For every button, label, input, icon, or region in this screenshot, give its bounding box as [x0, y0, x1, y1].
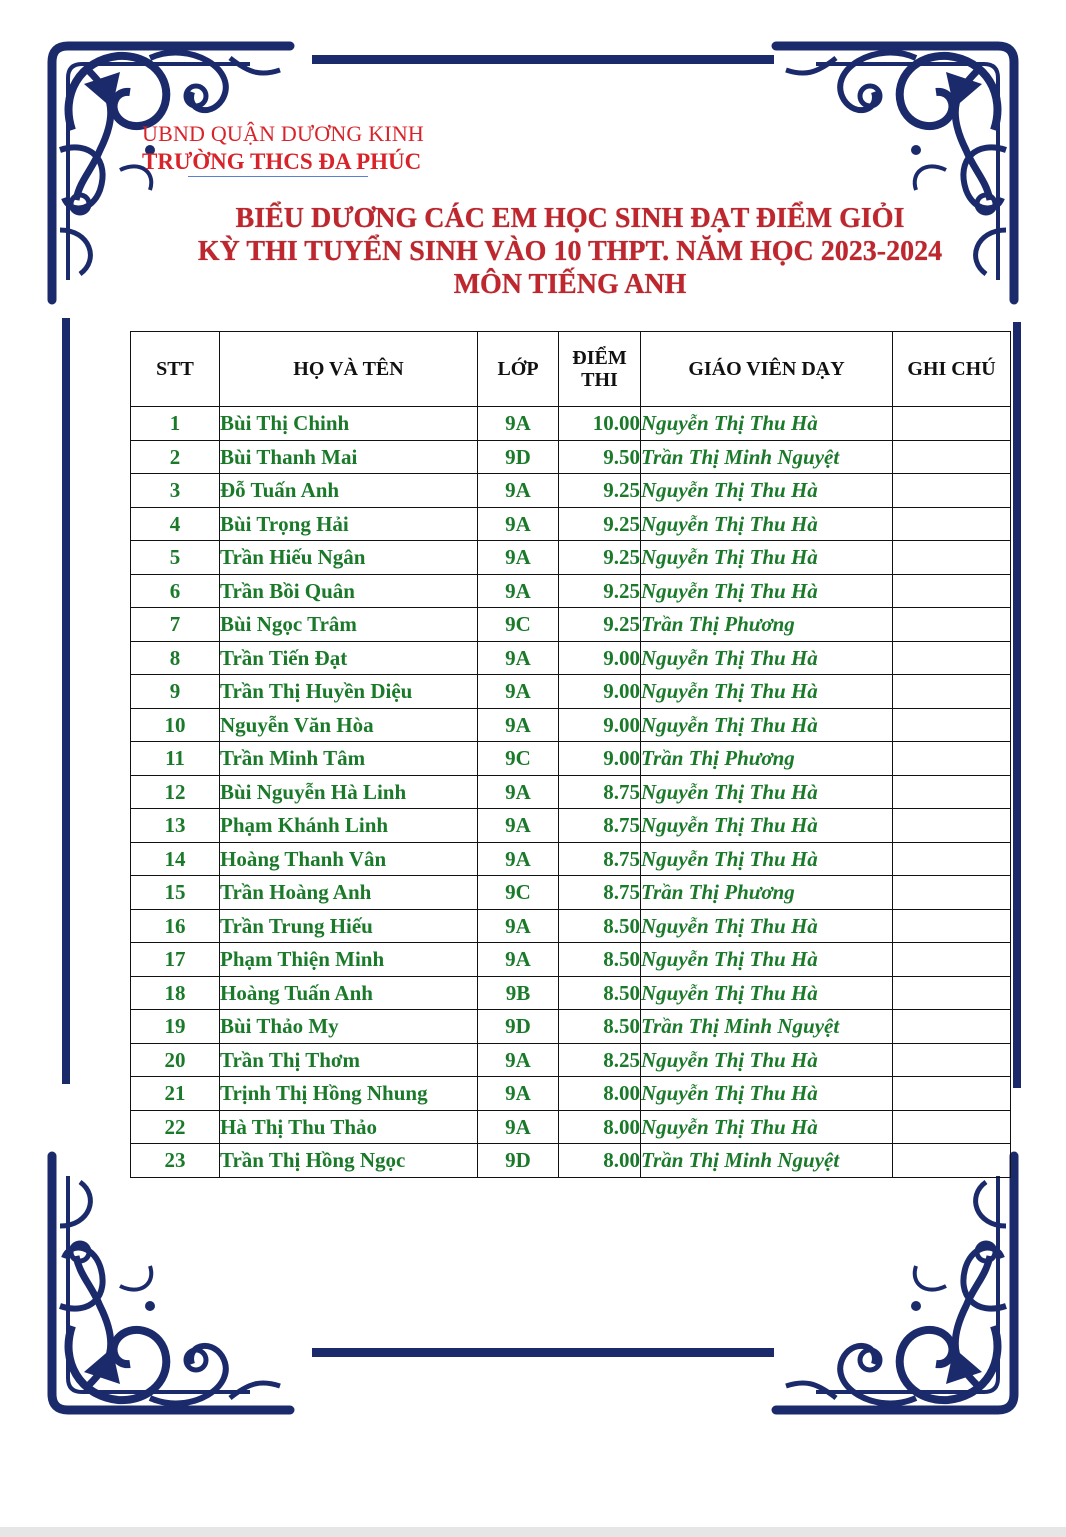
- cell-class: 9A: [478, 809, 559, 843]
- cell-class: 9A: [478, 675, 559, 709]
- cell-note: [893, 1144, 1011, 1178]
- cell-note: [893, 574, 1011, 608]
- cell-class: 9A: [478, 1077, 559, 1111]
- table-row: [131, 809, 1011, 843]
- cell-note: [893, 641, 1011, 675]
- cell-note: [893, 976, 1011, 1010]
- cell-score: 9.25: [559, 507, 641, 541]
- cell-score: 9.00: [559, 641, 641, 675]
- header-teacher: GIÁO VIÊN DẠY: [641, 332, 893, 407]
- table-row: [131, 507, 1011, 541]
- cell-score: 9.25: [559, 608, 641, 642]
- cell-note: [893, 474, 1011, 508]
- table-row: [131, 574, 1011, 608]
- cell-name: Trần Trung Hiếu: [220, 909, 478, 943]
- table-header-row: [131, 332, 1011, 407]
- cell-class: 9A: [478, 775, 559, 809]
- cell-stt: 11: [131, 742, 220, 776]
- title-line-1: BIỂU DƯƠNG CÁC EM HỌC SINH ĐẠT ĐIỂM GIỎI: [235, 203, 905, 234]
- cell-stt: 23: [131, 1144, 220, 1178]
- table-row: [131, 641, 1011, 675]
- cell-score: 8.50: [559, 976, 641, 1010]
- cell-note: [893, 1043, 1011, 1077]
- cell-name: Trần Tiến Đạt: [220, 641, 478, 675]
- cell-score: 9.00: [559, 675, 641, 709]
- header-class: LỚP: [478, 332, 559, 407]
- cell-score: 9.50: [559, 440, 641, 474]
- table-row: [131, 943, 1011, 977]
- cell-name: Phạm Thiện Minh: [220, 943, 478, 977]
- title-line-2: KỲ THI TUYỂN SINH VÀO 10 THPT. NĂM HỌC 2023-2024: [197, 236, 943, 267]
- document-title: [130, 202, 1010, 301]
- cell-teacher: Trần Thị Phương: [641, 876, 893, 910]
- cell-teacher: Nguyễn Thị Thu Hà: [641, 809, 893, 843]
- cell-teacher: Nguyễn Thị Thu Hà: [641, 574, 893, 608]
- cell-score: 8.50: [559, 943, 641, 977]
- cell-teacher: Nguyễn Thị Thu Hà: [641, 1077, 893, 1111]
- cell-score: 8.50: [559, 909, 641, 943]
- cell-score: 8.00: [559, 1110, 641, 1144]
- cell-stt: 16: [131, 909, 220, 943]
- cell-teacher: Nguyễn Thị Thu Hà: [641, 775, 893, 809]
- cell-name: Trần Bồi Quân: [220, 574, 478, 608]
- cell-note: [893, 809, 1011, 843]
- cell-name: Trần Minh Tâm: [220, 742, 478, 776]
- cell-name: Bùi Thảo My: [220, 1010, 478, 1044]
- cell-name: Bùi Thanh Mai: [220, 440, 478, 474]
- cell-name: Trần Thị Hồng Ngọc: [220, 1144, 478, 1178]
- cell-score: 8.75: [559, 842, 641, 876]
- cell-note: [893, 507, 1011, 541]
- cell-note: [893, 1010, 1011, 1044]
- cell-stt: 12: [131, 775, 220, 809]
- cell-note: [893, 943, 1011, 977]
- table-row: [131, 1110, 1011, 1144]
- cell-score: 8.75: [559, 809, 641, 843]
- cell-teacher: Trần Thị Minh Nguyệt: [641, 1144, 893, 1178]
- cell-class: 9A: [478, 708, 559, 742]
- cell-name: Trần Hoàng Anh: [220, 876, 478, 910]
- cell-class: 9A: [478, 842, 559, 876]
- table-row: [131, 675, 1011, 709]
- cell-note: [893, 541, 1011, 575]
- school-name: TRƯỜNG THCS ĐA PHÚC: [142, 149, 422, 174]
- cell-class: 9A: [478, 407, 559, 441]
- cell-name: Đỗ Tuấn Anh: [220, 474, 478, 508]
- cell-class: 9A: [478, 1110, 559, 1144]
- table-row: [131, 474, 1011, 508]
- cell-name: Hoàng Tuấn Anh: [220, 976, 478, 1010]
- table-row: [131, 1043, 1011, 1077]
- cell-class: 9A: [478, 909, 559, 943]
- cell-name: Trần Thị Huyền Diệu: [220, 675, 478, 709]
- table-row: [131, 909, 1011, 943]
- header-underline: [188, 176, 368, 177]
- cell-stt: 14: [131, 842, 220, 876]
- header-score-label: ĐIỂM THI: [572, 347, 627, 391]
- cell-stt: 18: [131, 976, 220, 1010]
- cell-score: 9.25: [559, 541, 641, 575]
- cell-teacher: Nguyễn Thị Thu Hà: [641, 407, 893, 441]
- page-bottom-strip: [0, 1527, 1066, 1537]
- cell-stt: 13: [131, 809, 220, 843]
- header-stt: STT: [131, 332, 220, 407]
- header-note: GHI CHÚ: [893, 332, 1011, 407]
- cell-teacher: Nguyễn Thị Thu Hà: [641, 909, 893, 943]
- cell-name: Trần Hiếu Ngân: [220, 541, 478, 575]
- cell-note: [893, 675, 1011, 709]
- cell-stt: 8: [131, 641, 220, 675]
- cell-stt: 2: [131, 440, 220, 474]
- cell-name: Bùi Nguyễn Hà Linh: [220, 775, 478, 809]
- cell-teacher: Nguyễn Thị Thu Hà: [641, 943, 893, 977]
- cell-name: Hà Thị Thu Thảo: [220, 1110, 478, 1144]
- cell-class: 9C: [478, 608, 559, 642]
- cell-class: 9A: [478, 541, 559, 575]
- cell-stt: 1: [131, 407, 220, 441]
- cell-class: 9D: [478, 1144, 559, 1178]
- cell-stt: 9: [131, 675, 220, 709]
- cell-score: 9.25: [559, 574, 641, 608]
- cell-class: 9A: [478, 507, 559, 541]
- cell-score: 10.00: [559, 407, 641, 441]
- table-row: [131, 842, 1011, 876]
- cell-class: 9A: [478, 943, 559, 977]
- cell-name: Trần Thị Thơm: [220, 1043, 478, 1077]
- cell-teacher: Nguyễn Thị Thu Hà: [641, 541, 893, 575]
- cell-teacher: Trần Thị Minh Nguyệt: [641, 440, 893, 474]
- header-name: HỌ VÀ TÊN: [220, 332, 478, 407]
- cell-score: 8.00: [559, 1077, 641, 1111]
- table-row: [131, 407, 1011, 441]
- cell-note: [893, 1077, 1011, 1111]
- cell-teacher: Nguyễn Thị Thu Hà: [641, 507, 893, 541]
- table-row: [131, 1010, 1011, 1044]
- table-row: [131, 1144, 1011, 1178]
- cell-score: 8.75: [559, 876, 641, 910]
- header-score: [559, 332, 641, 407]
- cell-teacher: Nguyễn Thị Thu Hà: [641, 842, 893, 876]
- cell-stt: 5: [131, 541, 220, 575]
- cell-name: Bùi Ngọc Trâm: [220, 608, 478, 642]
- cell-stt: 21: [131, 1077, 220, 1111]
- table-row: [131, 876, 1011, 910]
- student-score-table: [130, 331, 1011, 1178]
- title-line-3: MÔN TIẾNG ANH: [453, 269, 687, 300]
- table-row: [131, 976, 1011, 1010]
- cell-stt: 10: [131, 708, 220, 742]
- cell-stt: 19: [131, 1010, 220, 1044]
- cell-score: 9.25: [559, 474, 641, 508]
- cell-class: 9B: [478, 976, 559, 1010]
- cell-note: [893, 608, 1011, 642]
- cell-note: [893, 909, 1011, 943]
- cell-name: Nguyễn Văn Hòa: [220, 708, 478, 742]
- cell-stt: 17: [131, 943, 220, 977]
- cell-stt: 15: [131, 876, 220, 910]
- cell-teacher: Nguyễn Thị Thu Hà: [641, 675, 893, 709]
- cell-class: 9D: [478, 440, 559, 474]
- cell-note: [893, 708, 1011, 742]
- cell-stt: 7: [131, 608, 220, 642]
- cell-score: 8.50: [559, 1010, 641, 1044]
- cell-stt: 22: [131, 1110, 220, 1144]
- cell-stt: 20: [131, 1043, 220, 1077]
- cell-class: 9A: [478, 641, 559, 675]
- cell-teacher: Trần Thị Phương: [641, 742, 893, 776]
- cell-name: Trịnh Thị Hồng Nhung: [220, 1077, 478, 1111]
- cell-teacher: Nguyễn Thị Thu Hà: [641, 976, 893, 1010]
- table-row: [131, 1077, 1011, 1111]
- table-row: [131, 440, 1011, 474]
- cell-class: 9D: [478, 1010, 559, 1044]
- cell-stt: 6: [131, 574, 220, 608]
- table-row: [131, 742, 1011, 776]
- cell-class: 9C: [478, 876, 559, 910]
- cell-teacher: Nguyễn Thị Thu Hà: [641, 641, 893, 675]
- cell-note: [893, 876, 1011, 910]
- cell-note: [893, 440, 1011, 474]
- cell-name: Bùi Trọng Hải: [220, 507, 478, 541]
- cell-name: Bùi Thị Chinh: [220, 407, 478, 441]
- district-name: UBND QUẬN DƯƠNG KINH: [142, 121, 424, 146]
- cell-class: 9A: [478, 1043, 559, 1077]
- cell-stt: 3: [131, 474, 220, 508]
- cell-name: Hoàng Thanh Vân: [220, 842, 478, 876]
- cell-score: 8.25: [559, 1043, 641, 1077]
- cell-note: [893, 407, 1011, 441]
- cell-note: [893, 1110, 1011, 1144]
- cell-note: [893, 842, 1011, 876]
- table-row: [131, 775, 1011, 809]
- table-row: [131, 708, 1011, 742]
- cell-teacher: Nguyễn Thị Thu Hà: [641, 1043, 893, 1077]
- cell-teacher: Trần Thị Minh Nguyệt: [641, 1010, 893, 1044]
- cell-stt: 4: [131, 507, 220, 541]
- cell-teacher: Trần Thị Phương: [641, 608, 893, 642]
- cell-teacher: Nguyễn Thị Thu Hà: [641, 474, 893, 508]
- cell-note: [893, 742, 1011, 776]
- cell-score: 9.00: [559, 708, 641, 742]
- cell-score: 8.00: [559, 1144, 641, 1178]
- cell-class: 9C: [478, 742, 559, 776]
- table-row: [131, 541, 1011, 575]
- cell-note: [893, 775, 1011, 809]
- table-row: [131, 608, 1011, 642]
- cell-score: 8.75: [559, 775, 641, 809]
- cell-teacher: Nguyễn Thị Thu Hà: [641, 1110, 893, 1144]
- cell-score: 9.00: [559, 742, 641, 776]
- cell-teacher: Nguyễn Thị Thu Hà: [641, 708, 893, 742]
- cell-class: 9A: [478, 574, 559, 608]
- cell-class: 9A: [478, 474, 559, 508]
- organization-header: [142, 120, 424, 176]
- cell-name: Phạm Khánh Linh: [220, 809, 478, 843]
